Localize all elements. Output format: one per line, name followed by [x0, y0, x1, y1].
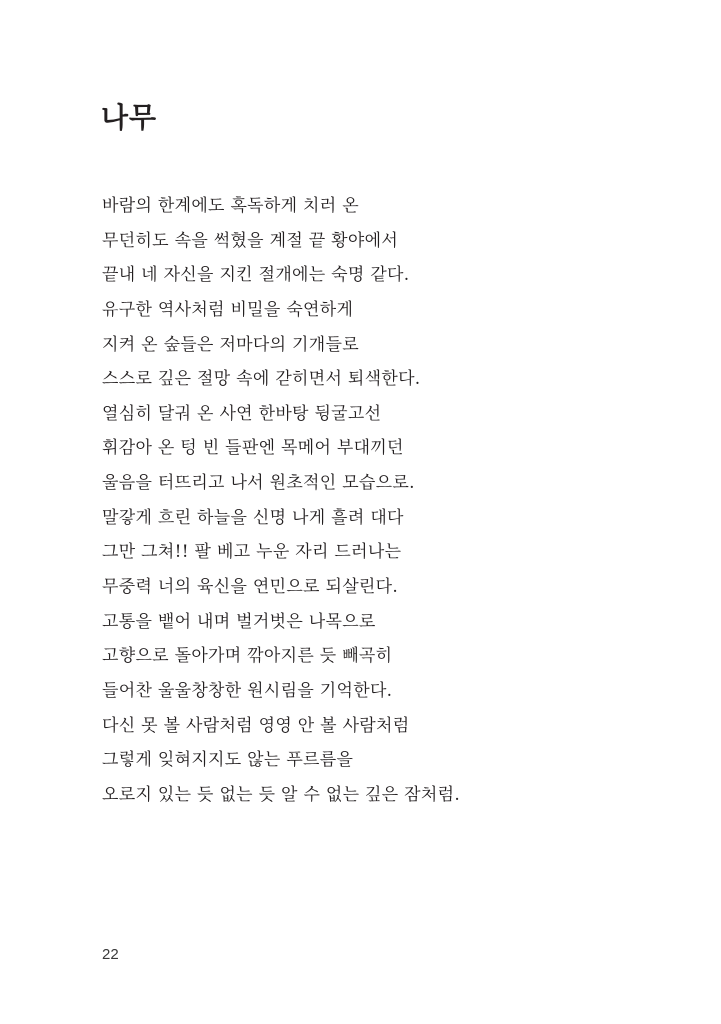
- poem-line: 바람의 한계에도 혹독하게 치러 온: [102, 196, 359, 216]
- poem-line: 지켜 온 숲들은 저마다의 기개들로: [102, 334, 359, 355]
- poem-line: 말갛게 흐린 하늘을 신명 나게 흘려 대다: [102, 507, 404, 528]
- poem-line: 고통을 뱉어 내며 벌거벗은 나목으로: [102, 611, 376, 632]
- poem-line: 다신 못 볼 사람처럼 영영 안 볼 사람처럼: [102, 715, 410, 736]
- poem-line: 휘감아 온 텅 빈 들판엔 목메어 부대끼던: [102, 438, 404, 459]
- page-number: 22: [102, 946, 119, 963]
- poem-body: [102, 189, 460, 813]
- poem-line: 무중력 너의 육신을 연민으로 되살린다.: [102, 577, 399, 598]
- poem-line: 오로지 있는 듯 없는 듯 알 수 없는 깊은 잠처럼.: [102, 784, 461, 805]
- poem-line: 울음을 터뜨리고 나서 원초적인 모습으로.: [102, 473, 415, 494]
- poem-line: 그만 그쳐!! 팔 베고 누운 자리 드러나는: [102, 542, 402, 563]
- poem-line: 무던히도 속을 썩혔을 계절 끝 황야에서: [102, 230, 399, 251]
- poem-line: 끝내 네 자신을 지킨 절개에는 숙명 같다.: [102, 265, 410, 286]
- poem-title: 나무: [101, 101, 158, 134]
- poem-line: 유구한 역사처럼 비밀을 숙연하게: [102, 299, 354, 320]
- poem-line: 그렇게 잊혀지지도 않는 푸르름을: [102, 750, 354, 771]
- poem-line: 열심히 달궈 온 사연 한바탕 뒹굴고선: [102, 403, 382, 424]
- poem-line: 들어찬 울울창창한 원시림을 기억한다.: [102, 680, 393, 701]
- poem-line: 고향으로 돌아가며 깎아지른 듯 빼곡히: [102, 646, 393, 667]
- poem-line: 스스로 깊은 절망 속에 갇히면서 퇴색한다.: [102, 369, 421, 390]
